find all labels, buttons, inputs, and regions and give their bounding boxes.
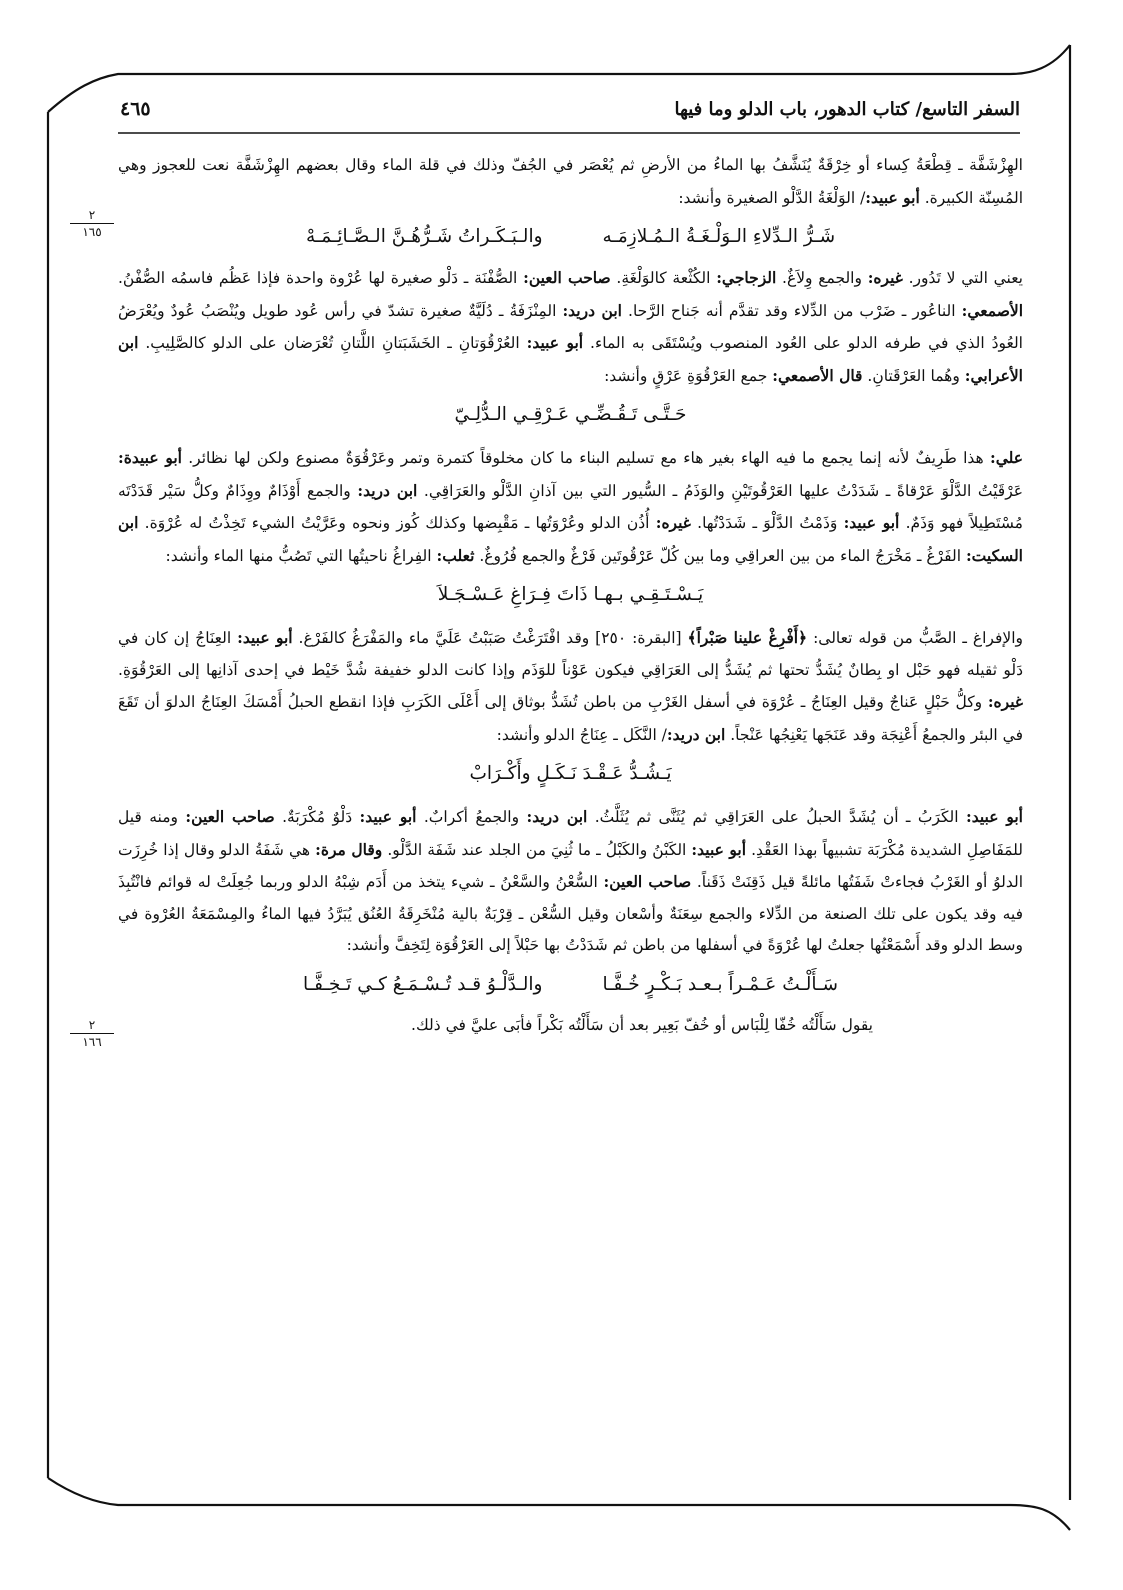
text-segment: / الوَلْغَةُ الدَّلْو الصغيرة وأنشد: — [678, 188, 866, 207]
text-segment: الناعُور ـ ضَرْب من الدِّلاء وقد تقدَّم أنه جَناح الرَّحا. — [621, 301, 962, 320]
text-segment: الفَرْغُ ـ مَخْرَجُ الماء من بين العراقِي وما بين كُلّ عَرْقُوتَين فَرْغٌ والجمع فُرُوغٌ. — [474, 546, 966, 565]
margin-note-volume: ٢ — [70, 1018, 114, 1034]
text-segment: دَلْوٌ مُكْرَبَةٌ. — [274, 808, 360, 826]
running-header — [120, 92, 1020, 126]
closing-line: يقول سَأَلْتُه خُفّا لِلْبَاس أو خُفّ بَعِير بعد أن سَأَلْتُه بَكْراً فأبَى عليَّ في ذلك. — [411, 1015, 873, 1034]
speaker-name: ابن دريد: — [666, 724, 726, 744]
text-segment: المِنْزَفَةُ ـ دُلَيَّةٌ صغيرة تشدّ في رأس عُود طويل ويُنْصَبُ عُودٌ ويُعْرَضُ العُودُ الذي في طرفه الدلو على العُود المنصوب ويُسْتَقَى به الماء. — [118, 301, 1023, 352]
text-segment: هي شَفَةُ الدلو وقال إذا خُرِزَت الدلوُ أو الغَرْبُ فجاءتْ شَفَتُها مائلةً قيل ذَقِنَتْ ذَقَناً. — [118, 840, 1023, 891]
text-segment: الكُثْعة كالوَلْغَةِ. — [610, 269, 717, 287]
margin-note — [70, 208, 114, 239]
text-segment: وكلُّ حَبْلٍ عَناجٌ وقيل العِنَاجُ ـ عُرْوَة في أسفل الغَرْبِ من باطن تُشَدُّ بوثاق إلى أَعْلَى الكَرَبِ فإذا انقطع الحبلُ أَمْسَكَ العِنَاجُ الدلوَ أن تَقَعَ في البئر والجمعُ أَعْنِجَة وقد عَنَجَها يَعْنِجُها عَنْجاً. — [118, 693, 1023, 744]
margin-note — [70, 1018, 114, 1049]
speaker-name: أبو عبيدة: — [118, 448, 182, 467]
text-segment: هذا طَرِيفٌ لأنه إنما يجمع ما فيه الهاء بغير هاء مع تسليم البناء ما كان مخلوقاً كتمرة وتمر وعَرْقُوَةٌ مصنوع ولكن لها نظائر. — [181, 449, 990, 467]
text-segment: وَذَمْتُ الدَّلْوَ ـ شَدَدْتُها. — [690, 514, 844, 532]
main-text — [118, 150, 1023, 1040]
verse: حَـتَّـى تَـقُـضِّـي عَـرْقِـي الـدُّلِـيّ — [454, 404, 687, 425]
speaker-name: غيره: — [655, 513, 691, 532]
speaker-name: ابن دريد: — [526, 807, 588, 826]
speaker-name: أبو عبيد: — [237, 628, 293, 647]
verse: يَـشُـدُّ عَـقْـدَ نَـكَـلٍ وأَكْـرَابْ — [469, 763, 672, 784]
verse: يَـسْـتَـقِـي بـهـا ذَاتَ فِـرَاغِ عَـسْـجَـلاَ — [437, 584, 704, 605]
text-segment: والجمعُ أكرابٌ. — [416, 808, 527, 826]
text-segment: الفِراغُ ناحيتُها التي تَصُبُّ منها الماء وأنشد: — [165, 546, 437, 565]
speaker-name: ابن الأعرابي: — [118, 333, 1023, 385]
text-segment: والجمع وِلاَغٌ. — [776, 269, 868, 287]
text-segment: والإفراغ ـ الصَّبُّ من قوله تعالى: — [807, 629, 1023, 647]
paragraph — [118, 801, 1023, 962]
text-segment: الكَرَبُ ـ أن يُشَدَّ الحبلُ على العَرَاقِي ثم يُثَنَّى ثم يُثَلَّثُ. — [587, 808, 966, 826]
speaker-name: ﴿أَفْرِغْ علينا صَبْراً﴾ — [687, 628, 808, 647]
speaker-name: قال الأصمعي: — [772, 365, 863, 385]
speaker-name: أبو عبيد: — [526, 333, 584, 352]
verse-hemistich: والـبَـكَـراتُ شَـرُّهُـنَّ الـصَّـائِـمَـهْ — [305, 226, 543, 247]
margin-note-volume: ٢ — [70, 208, 114, 224]
text-segment: العِنَاجُ إن كان في دَلْو ثقيله فهو حَبْل او بِطانٌ يُشَدُّ تحتها ثم يُشَدُّ إلى العَرَاقِي فيكون عَوْناً للوَذَم وإذا كانت الدلو خفيفة شُدَّ خَيْط في إحدى آذانِها إلى العَرْقُوَةِ. — [118, 629, 1023, 679]
verse — [118, 220, 1023, 254]
text-segment: العُرْقُوَتانِ ـ الخَشَبَتانِ اللَّتانِ تُعْرَضان على الدلو كالصَّلِيبِ. — [138, 334, 527, 352]
margin-note-page: ١٦٦ — [82, 1035, 102, 1049]
text-segment: ومنه قيل للمَفَاصِلِ الشديدة مُكْرَبَة تشبيهاً بهذا العَقْدِ. — [118, 808, 1023, 859]
speaker-name: غيره: — [987, 692, 1023, 711]
speaker-name: الأصمعي: — [961, 300, 1023, 320]
speaker-name: وقال مرة: — [315, 839, 383, 859]
speaker-name: صاحب العين: — [523, 268, 611, 287]
margin-note-page: ١٦٥ — [82, 225, 102, 239]
paragraph — [118, 262, 1023, 392]
speaker-name: غيره: — [867, 268, 903, 287]
speaker-name: ابن دريد: — [357, 480, 418, 500]
text-segment: أُذُن الدلو وعُرْوَتُها ـ مَقْبِضها وكذلك كُوز ونحوه وعَرَّيْتُ الشيء تَخِذْتُ له عُرْوَة. — [138, 514, 656, 532]
speaker-name: صاحب العين: — [603, 872, 692, 891]
paragraph — [118, 150, 1023, 214]
verse-hemistich: سَـأَلْـتُ عَـمْـراً بـعـد بَـكْـرٍ خُـفَّـا — [602, 973, 838, 995]
text-segment: [البقرة: ٢٥٠] وقد افْتَرَغْتُ صَبَبْتُ عَلَيَّ ماء والمَفْرَغُ كالفَرْغ. — [292, 629, 688, 647]
text-segment: يعني التي لا تَدُور. — [902, 269, 1023, 287]
verse-hemistich: شَـرُّ الـدِّلاءِ الـوَلْـغَـةُ الـمُـلازِمَـه — [602, 226, 836, 247]
speaker-name: أبو عبيد: — [865, 187, 920, 207]
text-segment: والجمع أَوْذَامٌ ووِذَامٌ وكلُّ سَيْر قَدَدْتَه مُسْتَطِيلاً فهو وَذَمٌ. — [118, 481, 1023, 532]
text-segment: الصُّفْنَة ـ دَلْو صغيرة لها عُرْوة واحدة فإذا عَظُم فاسمُه الصُّفْنُ. — [118, 269, 524, 287]
text-segment: السُّعْنُ والسَّعْنُ ـ شيء يتخذ من أَدَم شِبْهُ الدلو وربما جُعِلَتْ له قوائم فانْتُبِذَ فيه وقد يكون على تلك الصنعة من الدِّلاء والجمع سِعَنَةٌ وأسْعان وقيل السُّعْن ـ قِرْبَةٌ بالية مُنْخَرِقَةُ العُنُق يُبَرَّدُ فيها الماءُ والمِسْمَعَةُ العُرْوة في وسط الدلو وقد أَسْمَعْتُها جعلتُ لها عُرْوَةً في أسفلها من باطن ثم شَدَدْتُ بها حَبْلاً إلى العَرْقُوَة لِتَخِفَّ وأنشد: — [118, 873, 1023, 954]
speaker-name: ابن دريد: — [562, 300, 622, 320]
speaker-name: علي: — [989, 448, 1023, 467]
speaker-name: الزجاجي: — [716, 268, 777, 287]
paragraph — [118, 442, 1023, 572]
text-segment: عَرْقَيْتُ الدَّلْوَ عَرْقاةً ـ شَدَدْتُ عليها العَرْقُوتَيْنِ والوَذَمُ ـ السُّيور التي بين آذانِ الدَّلْو والعَرَاقِي. — [417, 481, 1024, 500]
verse — [118, 968, 1023, 1002]
speaker-name: أبو عبيد: — [691, 839, 747, 859]
speaker-name: أبو عبيد: — [843, 513, 900, 532]
text-segment: وهُما العَرْقَتانِ. — [862, 366, 965, 385]
text-segment: / النَّكَل ـ عِنَاجُ الدلو وأنشد: — [496, 725, 667, 744]
text-segment: الهِزْشَفَّة ـ قِطْعَةُ كِساء أو خِرْقَةٌ يُنَشَّفُ بها الماءُ من الأرضِ ثم يُعْصَر في الجُفّ وذلك في قلة الماء وقال بعضهم الهِزْشَفَّة نعت للعجوز وهي المُسِنّة الكبيرة. — [118, 156, 1023, 207]
book-title: السفر التاسع/ كتاب الدهور، باب الدلو وما فيها — [674, 98, 1020, 120]
speaker-name: صاحب العين: — [185, 807, 275, 826]
speaker-name: ابن السكيت: — [118, 513, 1023, 565]
text-segment: جمع العَرْقُوَةِ عَرْقٍ وأنشد: — [604, 366, 773, 385]
page-number: ٤٦٥ — [120, 98, 151, 120]
speaker-name: ثعلب: — [436, 545, 475, 565]
text-segment: الكَبْنُ والكَبْلُ ـ ما ثُنِيَ من الجلد عند شَفَة الدَّلْو. — [382, 840, 692, 859]
paragraph — [118, 622, 1023, 751]
speaker-name: أبو عبيد: — [359, 807, 417, 826]
verse-hemistich: والـدَّلْـوُ قـد تُـسْـمَـعُ كـي تَـخِـفَّـا — [303, 973, 543, 995]
speaker-name: أبو عبيد: — [966, 807, 1023, 826]
